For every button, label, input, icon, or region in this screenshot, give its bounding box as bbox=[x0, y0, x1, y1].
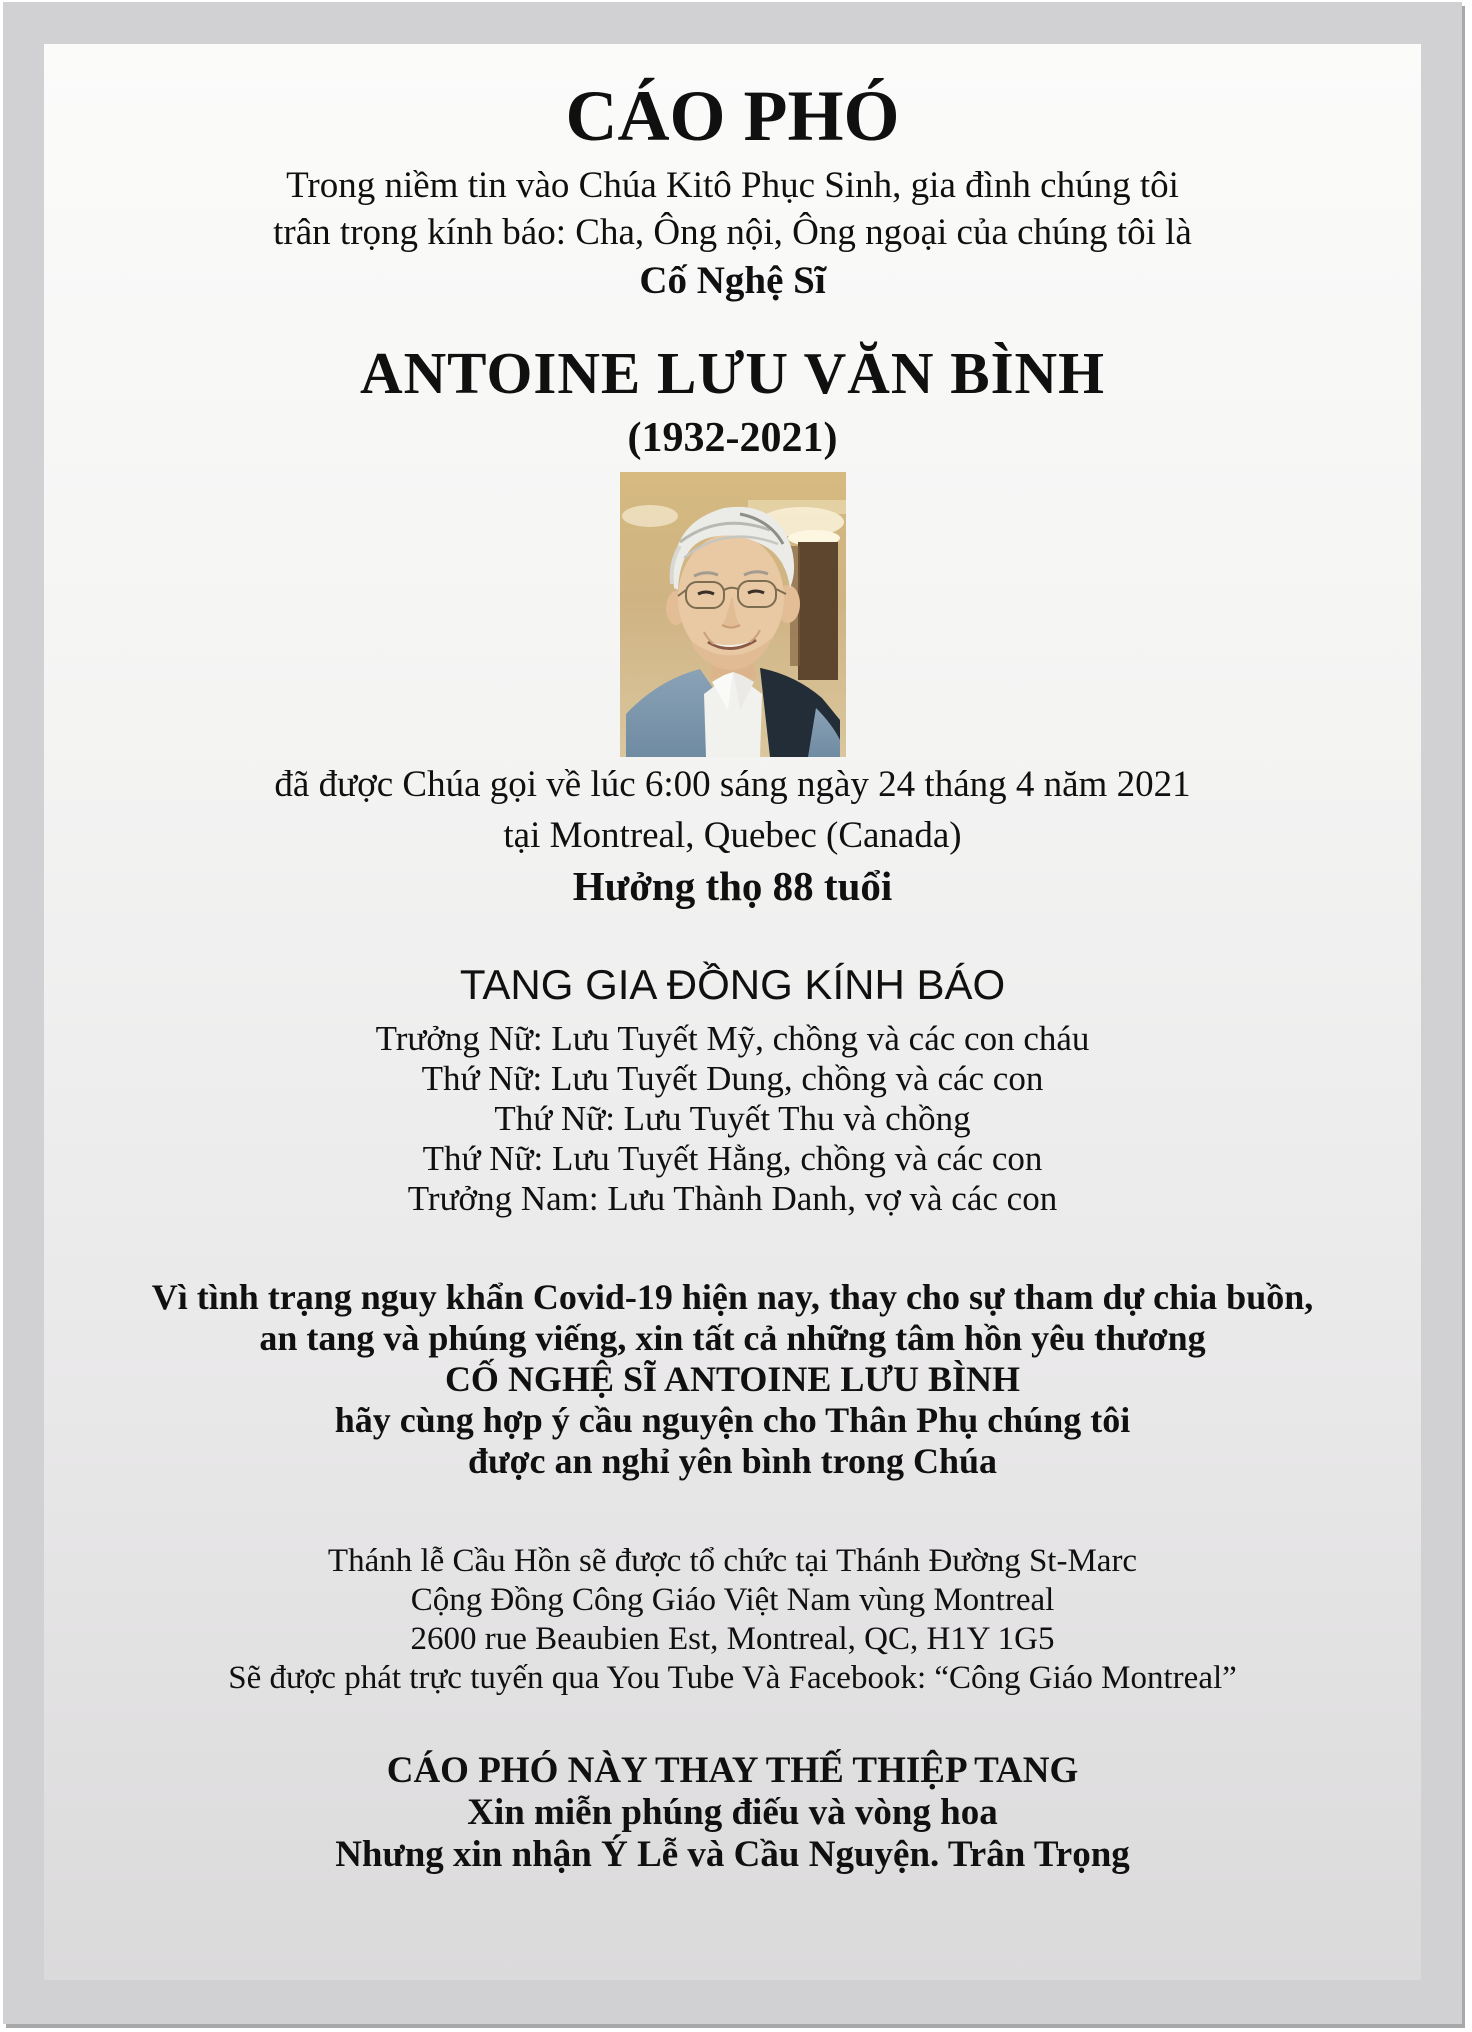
closing-line-3: Nhưng xin nhận Ý Lễ và Cầu Nguyện. Trân Trọng bbox=[335, 1834, 1130, 1875]
deceased-name: ANTOINE LƯU VĂN BÌNH bbox=[359, 340, 1106, 406]
death-line-1: đã được Chúa gọi về lúc 6:00 sáng ngày 24 tháng 4 năm 2021 bbox=[274, 764, 1191, 805]
closing-line-1: CÁO PHÓ NÀY THAY THẾ THIỆP TANG bbox=[386, 1750, 1079, 1791]
mass-line-3: 2600 rue Beaubien Est, Montreal, QC, H1Y 1G5 bbox=[410, 1621, 1055, 1657]
covid-line-1: Vì tình trạng nguy khẩn Covid-19 hiện nay, thay cho sự tham dự chia buồn, bbox=[151, 1277, 1314, 1317]
death-line-2: tại Montreal, Quebec (Canada) bbox=[503, 815, 962, 856]
mass-line-2: Cộng Đồng Công Giáo Việt Nam vùng Montreal bbox=[410, 1582, 1055, 1618]
mass-line-4: Sẽ được phát trực tuyến qua You Tube Và Facebook: “Công Giáo Montreal” bbox=[228, 1660, 1237, 1696]
covid-line-5: được an nghỉ yên bình trong Chúa bbox=[467, 1441, 998, 1481]
page-title: CÁO PHÓ bbox=[565, 76, 900, 156]
closing-notice bbox=[44, 1750, 1421, 1876]
family-member: Thứ Nữ: Lưu Tuyết Dung, chồng và các con bbox=[421, 1059, 1044, 1098]
gray-frame bbox=[3, 2, 1462, 2024]
honorific-title: Cố Nghệ Sĩ bbox=[639, 259, 826, 302]
covid-line-2: an tang và phúng viếng, xin tất cả những tâm hồn yêu thương bbox=[259, 1318, 1206, 1358]
portrait-photo-illustration bbox=[620, 472, 846, 757]
mass-line-1: Thánh lễ Cầu Hồn sẽ được tổ chức tại Thánh Đường St-Marc bbox=[327, 1543, 1138, 1579]
family-member: Thứ Nữ: Lưu Tuyết Thu và chồng bbox=[494, 1099, 971, 1138]
family-member: Trưởng Nam: Lưu Thành Danh, vợ và các con bbox=[407, 1179, 1058, 1218]
covid-notice bbox=[44, 1277, 1421, 1482]
obituary-page bbox=[44, 44, 1421, 1980]
mass-info bbox=[44, 1542, 1421, 1698]
intro-line-1: Trong niềm tin vào Chúa Kitô Phục Sinh, gia đình chúng tôi bbox=[286, 165, 1179, 206]
family-member: Trưởng Nữ: Lưu Tuyết Mỹ, chồng và các con cháu bbox=[375, 1019, 1090, 1058]
family-section-heading: TANG GIA ĐỒNG KÍNH BÁO bbox=[459, 961, 1006, 1008]
covid-line-4: hãy cùng hợp ý cầu nguyện cho Thân Phụ chúng tôi bbox=[334, 1400, 1131, 1440]
family-members-list bbox=[44, 1019, 1421, 1219]
portrait-photo bbox=[620, 472, 846, 757]
family-member: Thứ Nữ: Lưu Tuyết Hằng, chồng và các con bbox=[422, 1139, 1043, 1178]
intro-line-2: trân trọng kính báo: Cha, Ông nội, Ông ngoại của chúng tôi là bbox=[273, 212, 1192, 253]
life-years: (1932-2021) bbox=[627, 415, 838, 461]
covid-line-3: CỐ NGHỆ SĨ ANTOINE LƯU BÌNH bbox=[444, 1359, 1021, 1399]
age-line: Hưởng thọ 88 tuổi bbox=[572, 863, 893, 909]
closing-line-2: Xin miễn phúng điếu và vòng hoa bbox=[467, 1792, 998, 1833]
